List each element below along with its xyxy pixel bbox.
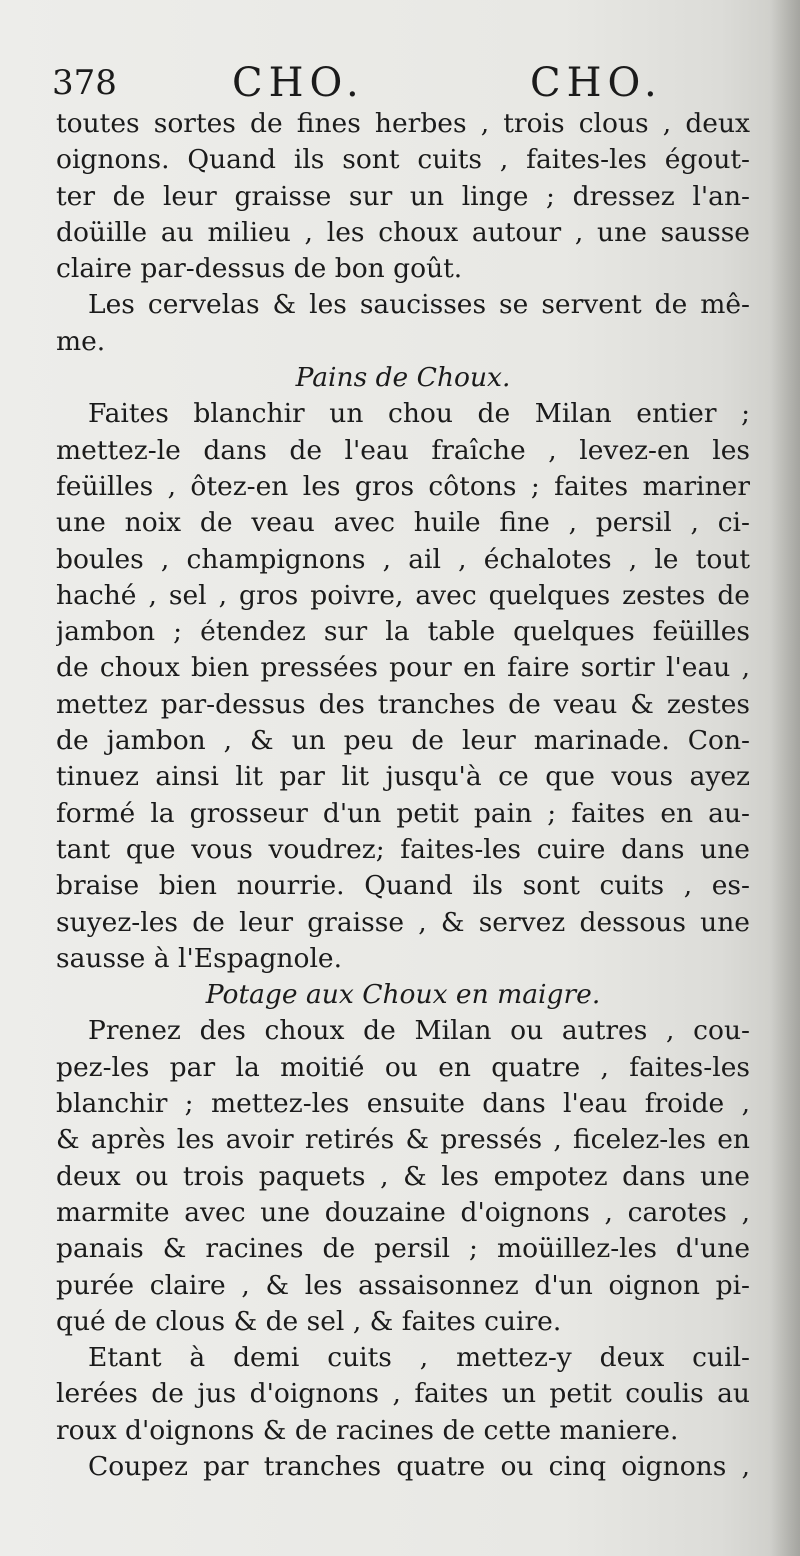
section-heading [56,360,750,396]
text-line [56,832,750,868]
text-line [56,179,750,215]
text-line [56,324,750,360]
text-line [56,1122,750,1158]
text-line [56,687,750,723]
text-line [56,796,750,832]
text-line-content: ter de leur graisse sur un linge ; dressez l'an- [56,180,750,212]
running-header [52,58,752,108]
text-line-content: panais & racines de persil ; moüillez-les d'une [56,1233,750,1265]
text-line [56,650,750,686]
text-line [56,1268,750,1304]
text-line-content: roux d'oignons & de racines de cette maniere. [56,1414,679,1446]
text-line-content: pez-les par la moitié ou en quatre , faites-les [56,1051,750,1083]
text-line-content: purée claire , & les assaisonnez d'un oignon pi- [56,1269,750,1301]
text-line [56,1413,750,1449]
text-line [56,1449,750,1485]
text-line-content: de choux bien pressées pour en faire sortir l'eau , [56,652,750,684]
text-line [56,433,750,469]
section-heading [56,977,750,1013]
text-line-content: boules , champignons , ail , échalotes , le tout [56,543,750,575]
text-line-content: de jambon , & un peu de leur marinade. Con- [56,725,750,757]
text-line [56,396,750,432]
text-line [56,614,750,650]
running-head-right: CHO. [530,60,663,106]
text-line-content: claire par-dessus de bon goût. [56,253,463,285]
text-line-content: feüilles , ôtez-en les gros côtons ; faites mariner [56,470,750,502]
text-line-content: marmite avec une douzaine d'oignons , carotes , [56,1196,750,1228]
text-line-content: toutes sortes de fines herbes , trois clous , deux [56,108,750,139]
text-line [56,1231,750,1267]
page-text [56,106,750,1485]
text-line-content: formé la grosseur d'un petit pain ; faites en au- [56,797,750,829]
text-line [56,142,750,178]
text-line [56,251,750,287]
text-line [56,868,750,904]
text-line-content: Pains de Choux. [295,362,511,394]
text-line-content: Les cervelas & les saucisses se servent de mê- [88,289,750,321]
text-line-content: deux ou trois paquets , & les empotez dans une [56,1160,750,1192]
text-line-content: me. [56,325,106,357]
text-line [56,1195,750,1231]
page-gutter-shadow [770,0,800,1556]
text-line [56,505,750,541]
text-line [56,106,750,142]
text-line-content: mettez-le dans de l'eau fraîche , levez-en les [56,434,750,466]
text-line-content: oignons. Quand ils sont cuits , faites-les égout- [56,144,750,176]
text-line [56,723,750,759]
text-line [56,1086,750,1122]
text-line [56,469,750,505]
text-line-content: doüille au milieu , les choux autour , une sausse [56,216,750,248]
text-line [56,905,750,941]
running-head-left: CHO. [232,60,365,106]
text-line-content: Faites blanchir un chou de Milan entier ; [88,398,750,430]
text-line [56,941,750,977]
text-line [56,759,750,795]
text-line-content: sausse à l'Espagnole. [56,942,343,974]
text-line-content: braise bien nourrie. Quand ils sont cuits , es- [56,870,750,902]
text-line-content: Coupez par tranches quatre ou cinq oignons , [88,1450,750,1482]
text-line-content: une noix de veau avec huile fine , persil , ci- [56,507,750,539]
text-line-content: haché , sel , gros poivre, avec quelques zestes de [56,579,750,611]
text-line [56,1159,750,1195]
text-line-content: tinuez ainsi lit par lit jusqu'à ce que vous ayez [56,761,750,793]
text-line-content: blanchir ; mettez-les ensuite dans l'eau froide , [56,1088,750,1120]
text-line [56,287,750,323]
text-line [56,1050,750,1086]
text-line-content: & après les avoir retirés & pressés , ficelez-les en [56,1124,750,1156]
text-line [56,1013,750,1049]
text-line [56,542,750,578]
text-line [56,215,750,251]
text-line-content: Prenez des choux de Milan ou autres , cou- [88,1015,750,1047]
text-line [56,1304,750,1340]
page-number: 378 [52,63,117,103]
text-line-content: lerées de jus d'oignons , faites un petit coulis au [56,1378,750,1410]
text-line-content: Etant à demi cuits , mettez-y deux cuil- [88,1342,750,1374]
text-line-content: suyez-les de leur graisse , & servez dessous une [56,906,750,938]
text-line-content: Potage aux Choux en maigre. [205,979,601,1011]
text-line-content: mettez par-dessus des tranches de veau & zestes [56,688,750,720]
text-line-content: qué de clous & de sel , & faites cuire. [56,1305,562,1337]
text-line [56,1340,750,1376]
text-line-content: jambon ; étendez sur la table quelques feüilles [56,616,750,648]
text-line [56,578,750,614]
text-line-content: tant que vous voudrez; faites-les cuire dans une [56,833,750,865]
text-line [56,1376,750,1412]
